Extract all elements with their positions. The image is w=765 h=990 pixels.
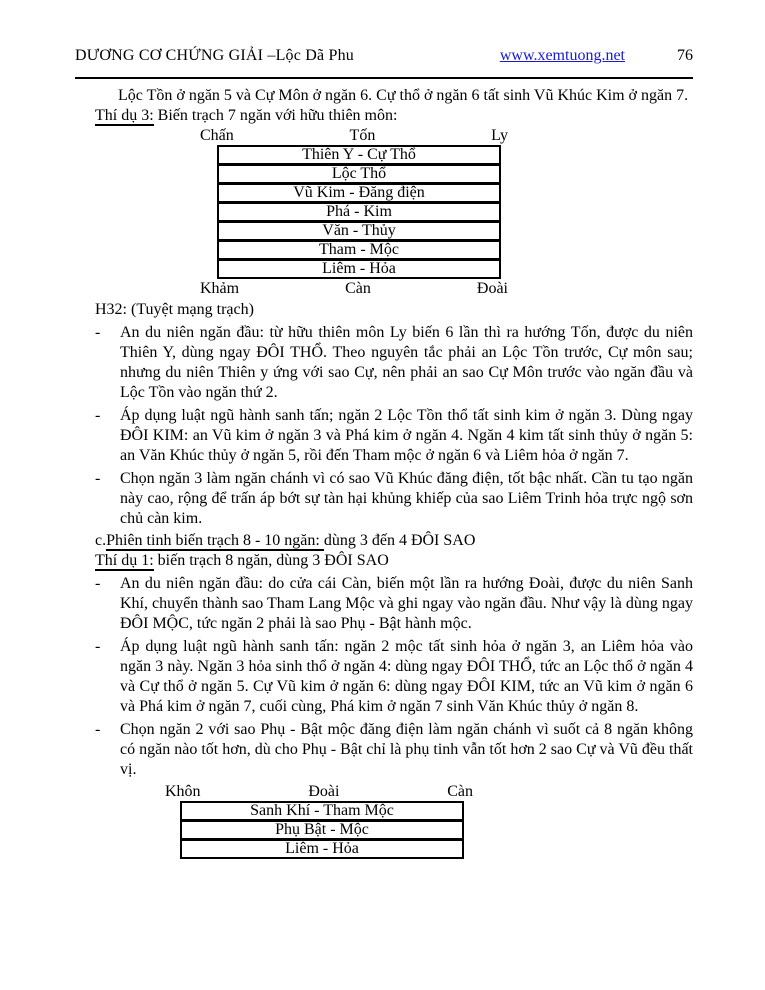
bullet-dash: - <box>95 470 101 487</box>
list-item-text: Chọn ngăn 3 làm ngăn chánh vì có sao Vũ Khúc đăng điện, tốt bậc nhất. Cần tu tạo ngăn này cao, rộng để trấn áp bớt sự tàn hại khủng khiếp của sao Liêm Trinh hỏa trực ngộ sơn chủ càn kim. <box>120 470 693 527</box>
list-item-text: Chọn ngăn 2 với sao Phụ - Bật mộc đăng điện làm ngăn chánh vì suốt cả 8 ngăn không có ngăn nào tốt hơn, dù cho Phụ - Bật chỉ là phụ tinh vẫn tốt hơn 2 sao Cự và Vũ đều thất vị. <box>120 721 693 778</box>
trigram-label-can2: Càn <box>447 783 473 800</box>
list-item <box>75 637 693 717</box>
document-title: DƯƠNG CƠ CHỨNG GIẢI –Lộc Dã Phu <box>75 47 355 64</box>
list-item <box>75 406 693 466</box>
bullet-dash: - <box>95 638 101 655</box>
table1-bottom-labels <box>200 279 508 298</box>
section-c-heading <box>75 531 693 551</box>
table-row: Liêm - Hỏa <box>180 839 464 859</box>
table-row: Liêm - Hỏa <box>217 259 501 279</box>
trigram-label-ly: Ly <box>491 127 508 144</box>
list-item-text: An du niên ngăn đầu: từ hữu thiên môn Ly biến 6 lần thì ra hướng Tốn, được du niên Thiên Y, dùng ngay ĐÔI THỔ. Theo nguyên tắc phải an Lộc Tồn trước, Cự môn sau; nhưng du niên Thiên y ứng với sao Cự, nên phải an sao Cự Môn trước vào ngăn đầu và Lộc Tồn vào ngăn thứ 2. <box>120 324 693 401</box>
bullet-dash: - <box>95 407 101 424</box>
trigram-label-doai2: Đoài <box>308 783 340 800</box>
list-item-text: Áp dụng luật ngũ hành sanh tấn: ngăn 2 mộc tất sinh hỏa ở ngăn 3, an Liêm hỏa vào ngăn 3 này. Ngăn 3 hỏa sinh thổ ở ngăn 4: dùng ngay ĐÔI THỔ, tức an Lộc thổ ở ngăn 4 và Cự thổ ở ngăn 5. Cự Vũ kim ở ngăn 6: dùng ngay ĐÔI KIM, tức an Vũ kim ở ngăn 6 và Phá kim ở ngăn 7, cuối cùng, Phá kim ở ngăn 7 sinh Văn Khúc thủy ở ngăn 8. <box>120 638 693 715</box>
table2-top-labels <box>165 782 473 801</box>
list-item <box>75 720 693 780</box>
example-3-label: Thí dụ 3: <box>95 107 154 124</box>
house-diagram-table-2 <box>180 801 464 859</box>
trigram-label-khon: Khôn <box>165 783 201 800</box>
example-3-heading <box>75 106 693 126</box>
table1-top-labels <box>200 126 508 145</box>
page-number: 76 <box>677 47 693 64</box>
list-item <box>75 323 693 403</box>
example-1-heading <box>75 551 693 571</box>
example-1-label: Thí dụ 1: <box>95 552 154 569</box>
trigram-label-ton: Tốn <box>349 127 376 144</box>
list-item-text: Áp dụng luật ngũ hành sanh tấn; ngăn 2 Lộc Tồn thổ tất sinh kim ở ngăn 3. Dùng ngay ĐÔI KIM: an Vũ kim ở ngăn 3 và Phá kim ở ngăn 4. Ngăn 4 kim tất sinh thủy ở ngăn 5: an Văn Khúc thủy ở ngăn 5, rồi đến Tham mộc ở ngăn 6 và Liêm hỏa ở ngăn 7. <box>120 407 693 464</box>
trigram-label-can: Càn <box>345 280 371 297</box>
section-c-title: Phiên tinh biến trạch 8 - 10 ngăn: <box>106 532 324 549</box>
example-1-text: biến trạch 8 ngăn, dùng 3 ĐÔI SAO <box>153 552 389 569</box>
intro-paragraph: Lộc Tồn ở ngăn 5 và Cự Môn ở ngăn 6. Cự thổ ở ngăn 6 tất sinh Vũ Khúc Kim ở ngăn 7. <box>118 87 689 104</box>
table-row: Văn - Thủy <box>217 221 501 241</box>
example-3-text: Biến trạch 7 ngăn với hữu thiên môn: <box>153 107 398 124</box>
header-divider <box>75 77 693 79</box>
table-row: Phá - Kim <box>217 202 501 222</box>
bullet-dash: - <box>95 721 101 738</box>
trigram-label-chan: Chấn <box>200 127 234 144</box>
section-c-rest: dùng 3 đến 4 ĐÔI SAO <box>323 532 476 549</box>
bullet-dash: - <box>95 324 101 341</box>
table-row: Sanh Khí - Tham Mộc <box>180 801 464 821</box>
trigram-label-kham: Khảm <box>200 280 240 297</box>
page-header <box>75 46 693 66</box>
house-diagram-table-1 <box>217 145 501 279</box>
list-item <box>75 469 693 529</box>
list-item-text: An du niên ngăn đầu: do cửa cái Càn, biến một lần ra hướng Đoài, được du niên Sanh Khí, chuyển thành sao Tham Lang Mộc và ghi ngay vào ngăn đầu. Như vậy là dùng ngay ĐÔI MỘC, tức ngăn 2 phải là sao Phụ - Bật hành mộc. <box>120 575 693 632</box>
trigram-label-doai: Đoài <box>476 280 508 297</box>
website-link[interactable]: www.xemtuong.net <box>499 47 625 64</box>
section-c-prefix: c. <box>95 532 107 549</box>
bullet-dash: - <box>95 575 101 592</box>
figure-caption-h32: H32: (Tuyệt mạng trạch) <box>95 301 254 318</box>
table-row: Phụ Bật - Mộc <box>180 820 464 840</box>
table-row: Vũ Kim - Đăng điện <box>217 183 501 203</box>
table-row: Thiên Y - Cự Thổ <box>217 145 501 165</box>
table-row: Lộc Thổ <box>217 164 501 184</box>
list-item <box>75 574 693 634</box>
table-row: Tham - Mộc <box>217 240 501 260</box>
